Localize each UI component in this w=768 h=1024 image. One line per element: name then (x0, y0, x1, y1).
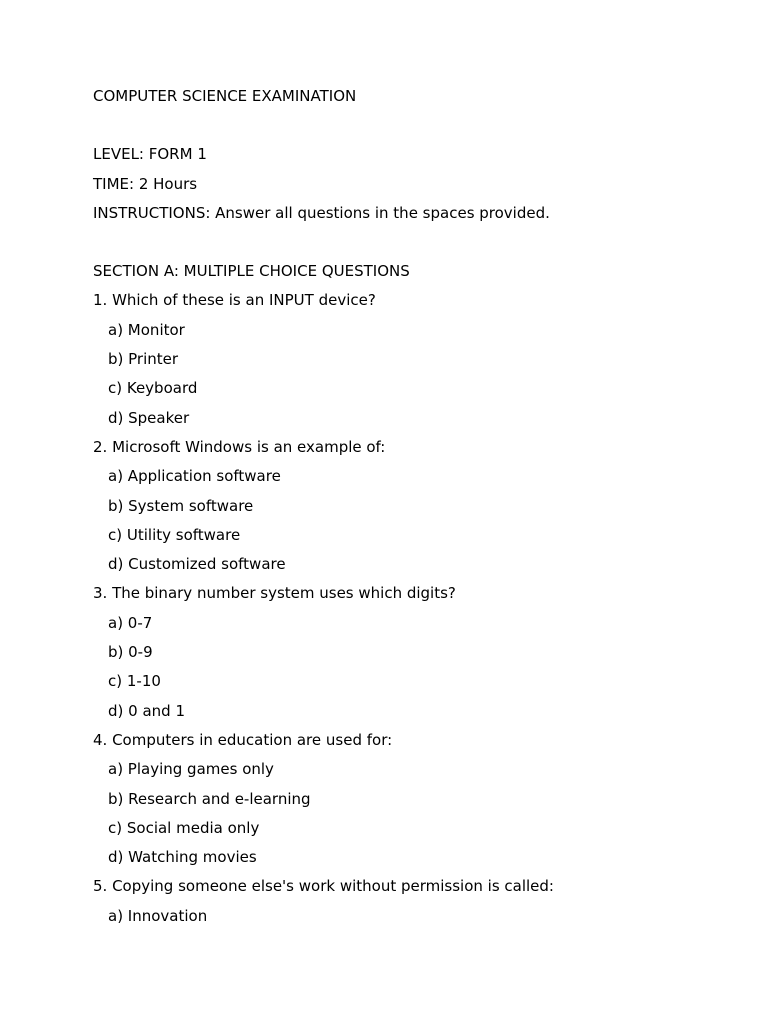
question-text: 3. The binary number system uses which digits? (93, 584, 456, 603)
answer-option: d) 0 and 1 (108, 701, 185, 720)
question-text: 2. Microsoft Windows is an example of: (93, 437, 386, 456)
question-text: 1. Which of these is an INPUT device? (93, 291, 376, 310)
answer-option: d) Watching movies (108, 848, 257, 867)
answer-option: a) Innovation (108, 906, 208, 925)
question-5 (93, 876, 733, 935)
question-3 (93, 583, 733, 729)
exam-time: TIME: 2 Hours (93, 174, 198, 193)
question-text: 5. Copying someone else's work without permission is called: (93, 877, 554, 896)
answer-option: a) 0-7 (108, 613, 153, 632)
answer-option: a) Application software (108, 467, 281, 486)
answer-option: b) Printer (108, 350, 179, 369)
answer-option: b) 0-9 (108, 643, 153, 662)
answer-option: b) System software (108, 496, 254, 515)
answer-option: c) Social media only (108, 818, 260, 837)
question-2 (93, 437, 733, 583)
section-heading: SECTION A: MULTIPLE CHOICE QUESTIONS (93, 262, 410, 281)
question-text: 4. Computers in education are used for: (93, 730, 393, 749)
answer-option: c) Utility software (108, 525, 241, 544)
answer-option: b) Research and e-learning (108, 789, 311, 808)
answer-option: d) Speaker (108, 408, 190, 427)
exam-instructions: INSTRUCTIONS: Answer all questions in the spaces provided. (93, 203, 550, 222)
exam-level: LEVEL: FORM 1 (93, 145, 207, 164)
answer-option: d) Customized software (108, 555, 286, 574)
spacer (93, 232, 733, 261)
question-1 (93, 290, 733, 436)
answer-option: a) Playing games only (108, 760, 274, 779)
spacer (93, 115, 733, 144)
answer-option: c) Keyboard (108, 379, 198, 398)
exam-document (93, 86, 733, 935)
answer-option: c) 1-10 (108, 672, 161, 691)
answer-option: a) Monitor (108, 320, 185, 339)
exam-title: COMPUTER SCIENCE EXAMINATION (93, 87, 357, 105)
question-4 (93, 730, 733, 876)
